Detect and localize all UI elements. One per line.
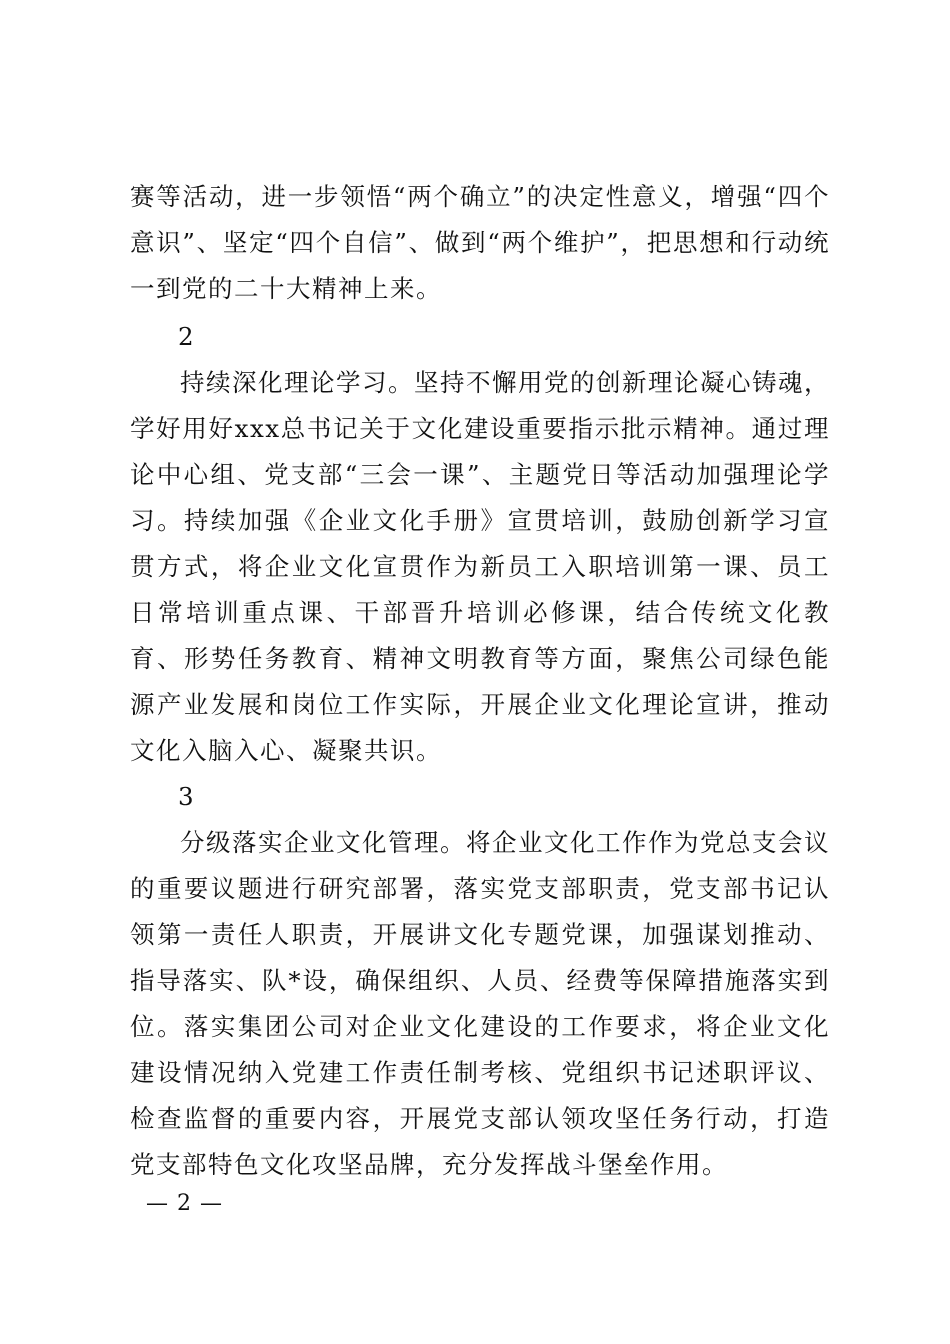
section-number-2: 2 <box>178 322 194 351</box>
paragraph-theory-study: 持续深化理论学习。坚持不懈用党的创新理论凝心铸魂，学好用好xxx总书记关于文化建设重要指示批示精神。通过理论中心组、党支部“三会一课”、主题党日等活动加强理论学习。持续加强《企业文化手册》宣贯培训，鼓励创新学习宣贯方式，将企业文化宣贯作为新员工入职培训第一课、员工日常培训重点课、干部晋升培训必修课，结合传统文化教育、形势任务教育、精神文明教育等方面，聚焦公司绿色能源产业发展和岗位工作实际，开展企业文化理论宣讲，推动文化入脑入心、凝聚共识。 <box>130 368 830 765</box>
page-number-footer: — 2 — <box>146 1191 223 1216</box>
paragraph-continued: 赛等活动，进一步领悟“两个确立”的决定性意义，增强“四个意识”、坚定“四个自信”、做到“两个维护”，把思想和行动统一到党的二十大精神上来。 <box>130 182 830 303</box>
paragraph-culture-management: 分级落实企业文化管理。将企业文化工作作为党总支会议的重要议题进行研究部署，落实党支部职责，党支部书记认领第一责任人职责，开展讲文化专题党课，加强谋划推动、指导落实、队*设，确保组织、人员、经费等保障措施落实到位。落实集团公司对企业文化建设的工作要求，将企业文化建设情况纳入党建工作责任制考核、党组织书记述职评议、检查监督的重要内容，开展党支部认领攻坚任务行动，打造党支部特色文化攻坚品牌，充分发挥战斗堡垒作用。 <box>130 828 830 1179</box>
section-number-3: 3 <box>178 782 194 811</box>
